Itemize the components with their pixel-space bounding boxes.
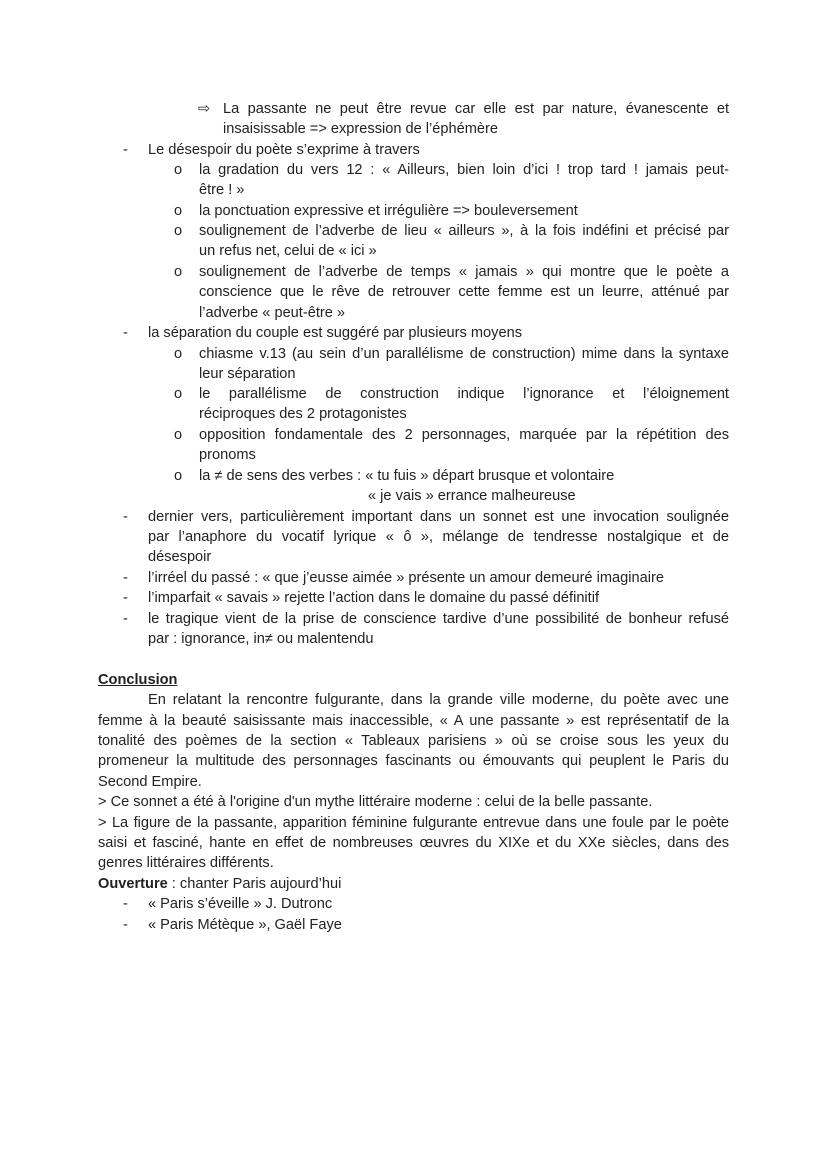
- circle-bullet: o: [174, 223, 183, 239]
- circle-bullet: o: [174, 427, 183, 443]
- circle-bullet: o: [174, 346, 183, 362]
- bullet-separation: la séparation du couple est suggéré par plusieurs moyens: [148, 325, 522, 341]
- circle-bullet: o: [174, 264, 183, 280]
- bullet-despair: Le désespoir du poète s’exprime à travers: [148, 142, 420, 158]
- sub-bullet-jamais-line-3: l’adverbe « peut-être »: [199, 305, 346, 321]
- sub-bullet-chiasme-line-1: chiasme v.13 (au sein d’un parallélisme de construction) mime dans la syntaxe: [199, 346, 729, 362]
- conclusion-line-6: > Ce sonnet a été à l'origine d'un mythe littéraire moderne : celui de la belle passante.: [98, 794, 653, 810]
- circle-bullet: o: [174, 203, 183, 219]
- bullet-dernier-vers-line-1: dernier vers, particulièrement important dans un sonnet est une invocation soulignée: [148, 509, 729, 525]
- dash-bullet: -: [123, 509, 128, 525]
- sub-bullet-parallelisme-line-2: réciproques des 2 protagonistes: [199, 406, 407, 422]
- sub-bullet-gradation-line-2: être ! »: [199, 182, 245, 198]
- sub-bullet-jamais-line-1: soulignement de l’adverbe de temps « jamais » qui montre que le poète a: [199, 264, 729, 280]
- circle-bullet: o: [174, 386, 183, 402]
- bullet-dernier-vers-line-3: désespoir: [148, 549, 212, 565]
- conclusion-line-7: > La figure de la passante, apparition féminine fulgurante entrevue dans une foule par le poète: [98, 815, 729, 831]
- sub-bullet-chiasme-line-2: leur séparation: [199, 366, 296, 382]
- sub-bullet-opposition-line-1: opposition fondamentale des 2 personnages, marquée par la répétition des: [199, 427, 729, 443]
- ouverture-label: Ouverture: [98, 876, 168, 892]
- dash-bullet: -: [123, 590, 128, 606]
- ouverture-line: [98, 874, 341, 894]
- bullet-imparfait: l’imparfait « savais » rejette l’action dans le domaine du passé définitif: [148, 590, 600, 606]
- conclusion-line-9: genres littéraires différents.: [98, 855, 274, 871]
- sub-bullet-parallelisme-line-1: le parallélisme de construction indique l’ignorance et l’éloignement: [199, 386, 729, 402]
- sub-bullet-opposition-line-2: pronoms: [199, 447, 256, 463]
- bullet-irreel: l’irréel du passé : « que j’eusse aimée » présente un amour demeuré imaginaire: [148, 570, 664, 586]
- arrow-item-line-2: insaisissable => expression de l’éphémère: [223, 121, 499, 137]
- ouverture-item-dutronc: « Paris s’éveille » J. Dutronc: [148, 896, 333, 912]
- dash-bullet: -: [123, 611, 128, 627]
- conclusion-line-5: Second Empire.: [98, 774, 202, 790]
- sub-bullet-ailleurs-line-2: un refus net, celui de « ici »: [199, 243, 377, 259]
- sub-bullet-ponctuation: la ponctuation expressive et irrégulière => bouleversement: [199, 203, 578, 219]
- sub-bullet-verbes-line-1: la ≠ de sens des verbes : « tu fuis » départ brusque et volontaire: [199, 468, 615, 484]
- ouverture-item-faye: « Paris Métèque », Gaël Faye: [148, 917, 342, 933]
- ouverture-text: : chanter Paris aujourd’hui: [167, 876, 342, 892]
- sub-bullet-gradation-line-1: la gradation du vers 12 : « Ailleurs, bien loin d’ici ! trop tard ! jamais peut-: [199, 162, 729, 178]
- conclusion-line-1: En relatant la rencontre fulgurante, dans la grande ville moderne, du poète avec une: [148, 692, 729, 708]
- circle-bullet: o: [174, 468, 183, 484]
- conclusion-line-8: saisi et fasciné, hante en effet de nombreuses œuvres du XIXe et du XXe siècles, dans des: [98, 835, 729, 851]
- dash-bullet: -: [123, 896, 128, 912]
- dash-bullet: -: [123, 917, 128, 933]
- dash-bullet: -: [123, 325, 128, 341]
- sub-bullet-verbes-line-2: « je vais » errance malheureuse: [368, 488, 576, 504]
- dash-bullet: -: [123, 142, 128, 158]
- bullet-tragique-line-1: le tragique vient de la prise de conscience tardive d’une possibilité de bonheur refusé: [148, 611, 729, 627]
- arrow-item-line-1: La passante ne peut être revue car elle est par nature, évanescente et: [223, 101, 729, 117]
- conclusion-line-2: femme à la beauté saisissante mais inaccessible, « A une passante » est représentatif de la: [98, 713, 729, 729]
- circle-bullet: o: [174, 162, 183, 178]
- arrow-bullet-icon: ⇨: [198, 101, 211, 117]
- bullet-tragique-line-2: par : ignorance, in≠ ou malentendu: [148, 631, 374, 647]
- sub-bullet-ailleurs-line-1: soulignement de l’adverbe de lieu « ailleurs », à la fois indéfini et précisé par: [199, 223, 729, 239]
- bullet-dernier-vers-line-2: par l’anaphore du vocatif lyrique « ô », mélange de tendresse nostalgique et de: [148, 529, 729, 545]
- conclusion-line-3: tonalité des poèmes de la section « Tableaux parisiens » où se croise sous les yeux du: [98, 733, 729, 749]
- dash-bullet: -: [123, 570, 128, 586]
- conclusion-heading: Conclusion: [98, 672, 178, 688]
- conclusion-line-4: promeneur la multitude des personnages fascinants ou émouvants qui peuplent le Paris du: [98, 753, 729, 769]
- sub-bullet-jamais-line-2: conscience que le rêve de retrouver cette femme est un leurre, atténué par: [199, 284, 729, 300]
